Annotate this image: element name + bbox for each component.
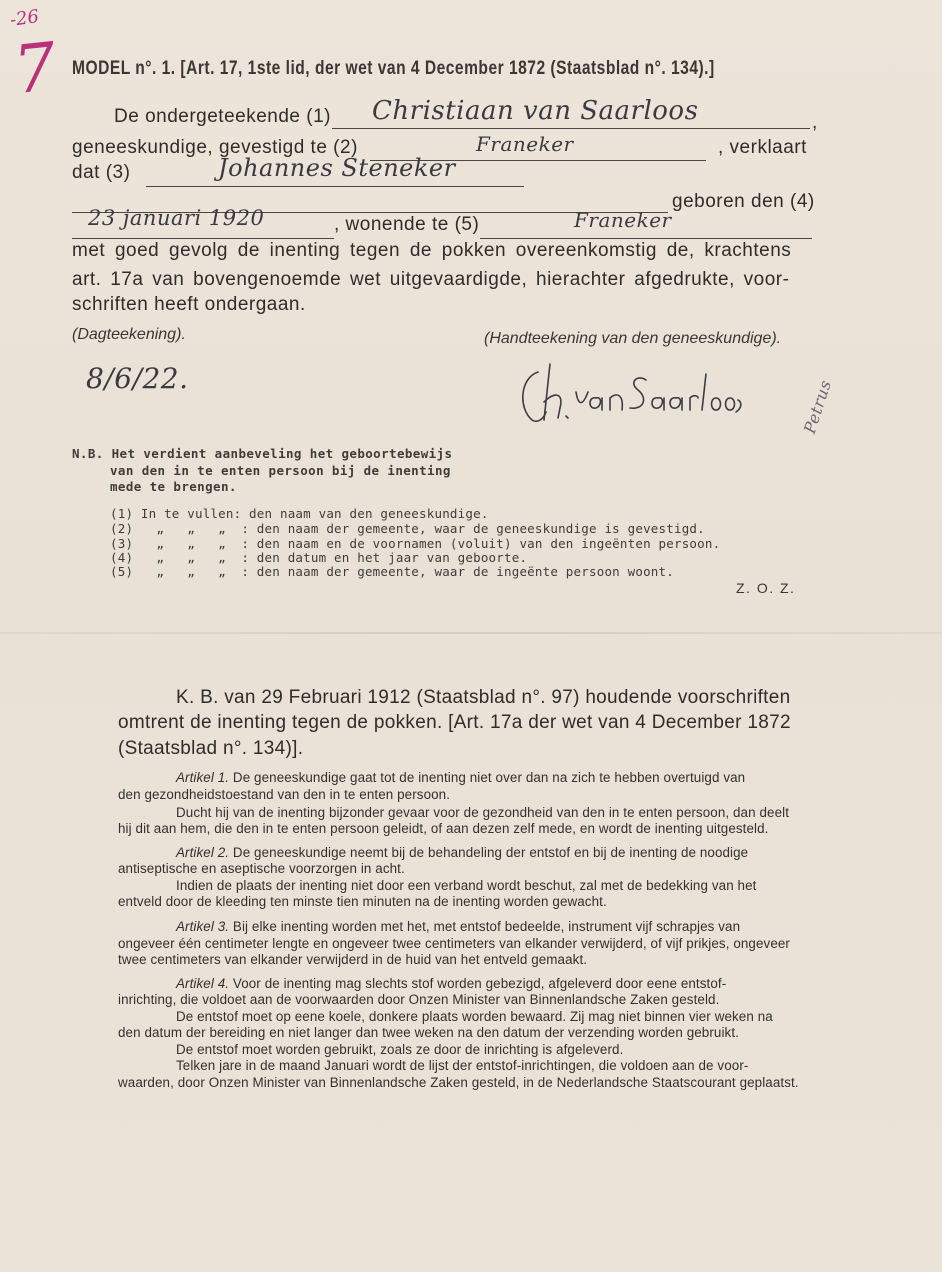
article-4-heading: Artikel 4.	[176, 976, 233, 991]
article-1-line-2: den gezondheidstoestand van den in te enten persoon.	[118, 787, 451, 802]
signature-text	[514, 358, 522, 359]
kb-line-2: omtrent de inenting tegen de pokken. [Art. 17a der wet van 4 December 1872	[118, 712, 791, 733]
article-2-line-4: entveld door de kleeding ten minste tien minuten na de inenting worden gewacht.	[118, 894, 607, 909]
page-fold	[0, 632, 942, 634]
footnote-1: (1) In te vullen: den naam van den geneeskundige.	[110, 506, 489, 521]
article-1-line-3: Ducht hij van de inenting bijzonder gevaar voor de gezondheid van den in te enten persoon, dan deelt	[176, 805, 790, 820]
article-3-line-3: twee centimeters van elkander verwijderd in de huid van het entveld gemaakt.	[118, 952, 588, 967]
nb-line-3: mede te brengen.	[110, 479, 237, 494]
body-line-1: met goed gevolg de inenting tegen de pokken overeenkomstig de, krachtens	[72, 240, 792, 261]
kb-line-1: K. B. van 29 Februari 1912 (Staatsblad n°. 97) houdende voorschriften	[176, 687, 791, 708]
article-4-line-4: den datum der bereiding en niet langer dan twee weken na den datum der verzending worden gebruikt.	[118, 1025, 739, 1040]
kb-line-3: (Staatsblad n°. 134)].	[118, 738, 304, 759]
body-line-3: schriften heeft ondergaan.	[72, 294, 306, 315]
article-1-heading: Artikel 1.	[176, 770, 233, 785]
article-2-heading: Artikel 2.	[176, 845, 233, 860]
article-4-line-6: Telken jare in de maand Januari wordt de lijst der entstof-inrichtingen, die voldoen aan de voor-	[176, 1058, 749, 1073]
footnote-4: (4) „ „ „ : den datum en het jaar van geboorte.	[110, 550, 528, 565]
article-2-line-2: antiseptische en aseptische voorzorgen in acht.	[118, 861, 405, 876]
dating-value: 8/6/22.	[86, 362, 189, 395]
article-4-line-5: De entstof moet worden gebruikt, zoals ze door de inrichting is afgeleverd.	[176, 1042, 624, 1057]
margin-number: -26	[8, 6, 41, 31]
physician-signature	[514, 358, 744, 430]
footnote-5: (5) „ „ „ : den naam der gemeente, waar de ingeënte persoon woont.	[110, 564, 674, 579]
birthdate-value: 23 januari 1920	[88, 206, 265, 230]
article-4-line-1: Artikel 4. Voor de inenting mag slechts stof worden gebezigd, afgeleverd door eene entstof-	[176, 976, 727, 991]
article-3-heading: Artikel 3.	[176, 919, 233, 934]
comma-1: ,	[812, 112, 818, 133]
article-2-line-1: Artikel 2. De geneeskundige neemt bij de behandeling der entstof en bij de inenting de noodige	[176, 845, 749, 860]
article-2-line-3: Indien de plaats der inenting niet door een verband wordt beschut, zal met de bedekking van het	[176, 878, 757, 893]
article-3-line-2: ongeveer één centimeter lengte en ongeveer twee centimeters van elkander verwijderd, of vijf prikjes, ongeveer	[118, 936, 790, 951]
article-4-line-7: waarden, door Onzen Minister van Binnenlandsche Zaken gesteld, in de Nederlandsche Staatscourant geplaatst.	[118, 1075, 799, 1090]
dating-label: (Dagteekening).	[72, 326, 186, 343]
physician-name-value: Christiaan van Saarloos	[372, 96, 699, 126]
residence-line	[480, 238, 812, 239]
footnote-2: (2) „ „ „ : den naam der gemeente, waar de geneeskundige is gevestigd.	[110, 521, 705, 536]
article-1-line-4: hij dit aan hem, die den in te enten persoon geleidt, of aan dezen zelf mede, en wordt de inenting uitgesteld.	[118, 821, 769, 836]
article-3-line-1: Artikel 3. Bij elke inenting worden met het, met entstof bedeelde, instrument vijf schrapjes van	[176, 919, 741, 934]
article-4-line-3: De entstof moet op eene koele, donkere plaats worden bewaard. Zij mag niet binnen vier weken na	[176, 1009, 773, 1024]
person-name-line	[146, 186, 524, 187]
born-label: geboren den (4)	[672, 191, 815, 212]
declares-label: , verklaart	[718, 137, 807, 158]
established-label: geneeskundige, gevestigd te (2)	[72, 137, 358, 158]
vaccinated-person-value: Johannes Steneker	[218, 154, 456, 182]
zoz-label: Z. O. Z.	[736, 580, 796, 596]
article-1-line-1: Artikel 1. De geneeskundige gaat tot de inenting niet over dan na zich te hebben overtuigd van	[176, 770, 746, 785]
residing-label: , wonende te (5)	[334, 214, 480, 235]
nb-line-1: N.B. Het verdient aanbeveling het geboortebewijs	[72, 446, 453, 461]
body-line-2: art. 17a van bovengenoemde wet uitgevaardigde, hierachter afgedrukte, voor-	[72, 269, 790, 290]
undersigned-label: De ondergeteekende (1)	[114, 106, 331, 127]
model-header: MODEL n°. 1. [Art. 17, 1ste lid, der wet van 4 December 1872 (Staatsblad n°. 134).]	[72, 58, 715, 79]
margin-mark: 7	[10, 28, 60, 109]
established-place-value: Franeker	[476, 132, 574, 156]
article-4-line-2: inrichting, die voldoet aan de voorwaarden door Onzen Minister van Binnenlandsche Zaken gesteld.	[118, 992, 720, 1007]
footnote-3: (3) „ „ „ : den naam en de voornamen (voluit) van den ingeënten persoon.	[110, 536, 721, 551]
undersigned-line	[332, 128, 810, 129]
signature-label: (Handteekening van den geneeskundige).	[484, 330, 782, 347]
margin-name: Petrus	[800, 377, 836, 436]
that-label: dat (3)	[72, 162, 131, 183]
nb-line-2: van den in te enten persoon bij de inenting	[110, 463, 451, 478]
birthdate-line	[72, 238, 334, 239]
residence-value: Franeker	[574, 208, 672, 232]
